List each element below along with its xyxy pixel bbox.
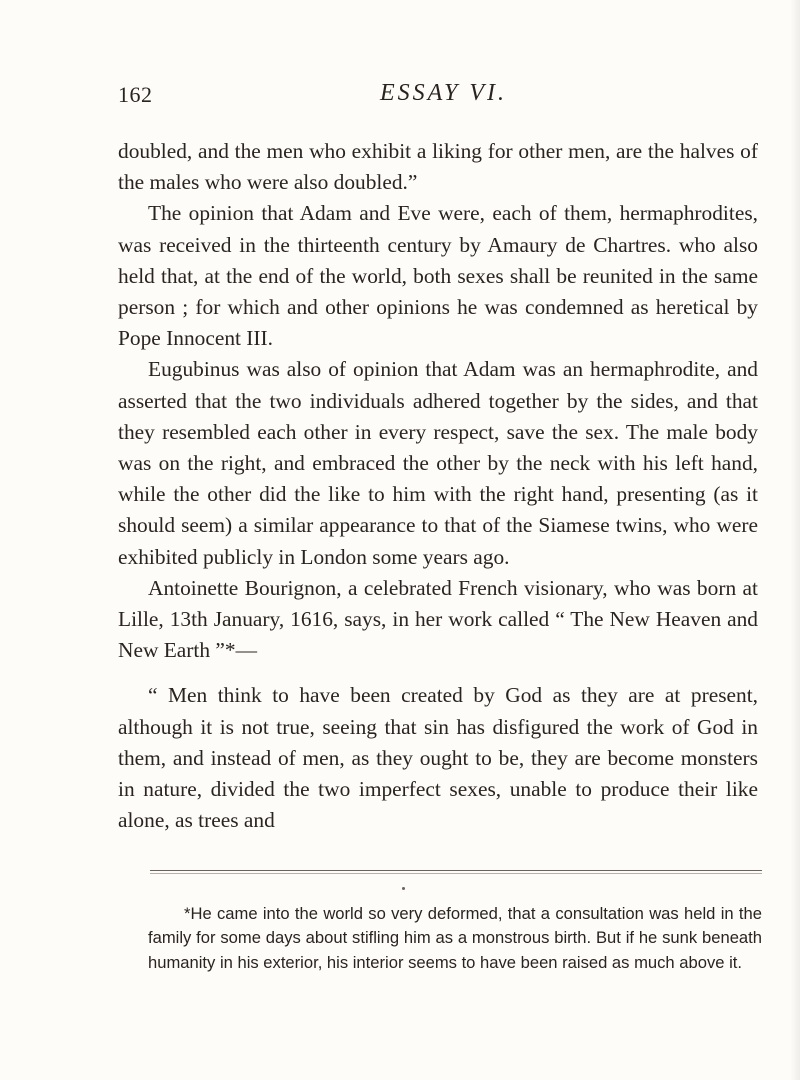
paragraph-quotation: “ Men think to have been created by God as they are at present, although it is not true, seeing that sin has disfigured the work of God in them, and instead of men, as they ought to be, they are become monsters in nature, divided the two imperfect sexes, unable to produce their like alone, as trees and — [118, 683, 758, 833]
paragraph-continuation: doubled, and the men who exhibit a liking for other men, are the halves of the males who were also doubled.” — [118, 139, 758, 195]
paragraph-eugubinus: Eugubinus was also of opinion that Adam was an hermaphrodite, and asserted that the two individuals adhered together by the sides, and that they resembled each other in every respect, save the sex. The male body was on the right, and embraced the other by the neck with his left hand, while the other did the like to him with the right hand, presenting (as it should seem) a similar appearance to that of the Siamese twins, who were exhibited publicly in London some years ago. — [118, 357, 758, 569]
footnote-divider-secondary — [150, 873, 762, 874]
footnote-text: *He came into the world so very deformed, that a consultation was held in the family for some days about stifling him as a monstrous birth. But if he sunk beneath humanity in his exterior, his interior seems to have been raised as much above it. — [148, 904, 762, 972]
footnote-dot — [402, 887, 405, 890]
page-edge-shadow — [790, 0, 800, 1080]
page-number: 162 — [118, 82, 153, 107]
footnote-divider — [150, 870, 762, 871]
body-text — [118, 136, 758, 836]
running-head: ESSAY VI. — [380, 80, 507, 106]
paragraph-amaury: The opinion that Adam and Eve were, each of them, hermaphrodites, was received in the thirteenth century by Amaury de Chartres. who also held that, at the end of the world, both sexes shall be reunited in the same person ; for which and other opinions he was condemned as heretical by Pope Innocent III. — [118, 201, 758, 351]
paragraph-bourignon: Antoinette Bourignon, a celebrated French visionary, who was born at Lille, 13th January, 1616, says, in her work called “ The New Heaven and New Earth ”*— — [118, 575, 758, 663]
page-header — [118, 82, 758, 122]
footnote — [148, 902, 762, 975]
